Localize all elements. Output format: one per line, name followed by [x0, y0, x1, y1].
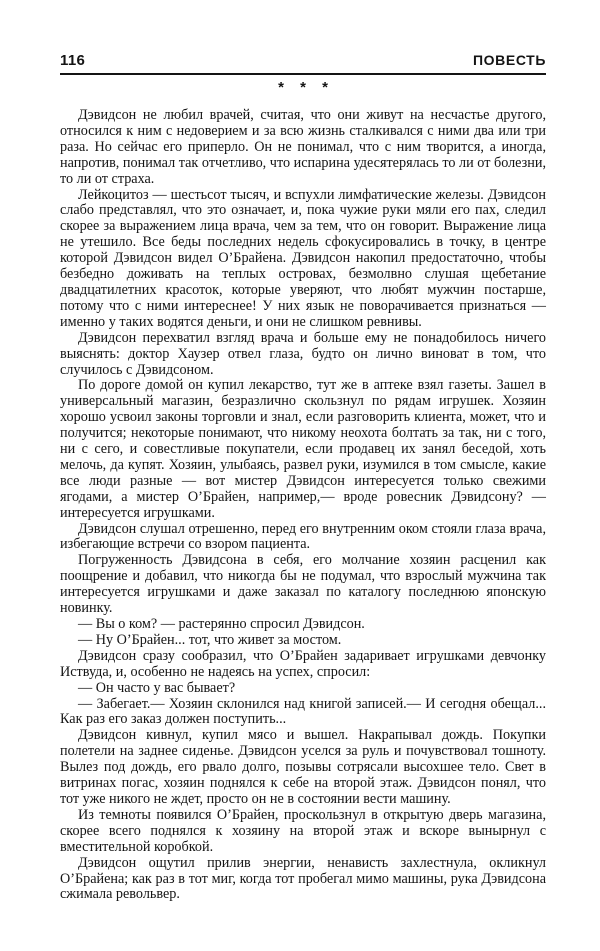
book-page [60, 52, 546, 903]
paragraph: — Ну О’Брайен... тот, что живет за мостом. [78, 631, 342, 648]
header-rule [60, 73, 546, 75]
paragraph: — Он часто у вас бывает? [78, 679, 236, 696]
body-text [60, 108, 546, 903]
page-header [60, 52, 546, 70]
section-separator: * * * [278, 79, 328, 96]
paragraph: Дэвидсон ощутил прилив энергии, ненависть захлестнула, окликнул О’Брайена; как раз в тот миг, когда тот пробегал мимо машины, рука Дэвидсона сжимала револьвер. [60, 854, 546, 903]
paragraph: Лейкоцитоз — шестьсот тысяч, и вспухли лимфатические железы. Дэвидсон слабо представлял, что это означает, и, пока чужие руки мяли его пах, следил скорее за выражением лица врача, чем за тем, что он говорит. Выражение лица не утешило. Все беды последних недель сфокусировались в точку, в центре которой Дэвидсон видел О’Брайена. Дэвидсон накопил предостаточно, чтобы безбедно доживать на теплых островах, безмолвно слушая щебетание двадцатилетних красоток, которые уверяют, что любят мужчин постарше, потому что с ними интереснее! У них язык не поворачивается признаться — именно у таких водятся деньги, и они не слишком ревнивы. [60, 186, 546, 330]
running-head: ПОВЕСТЬ [473, 52, 546, 68]
paragraph: Дэвидсон перехватил взгляд врача и больше ему не понадобилось ничего выяснять: доктор Хаузер отвел глаза, будто он лично виноват в том, что случилось с Дэвидсоном. [60, 329, 546, 378]
paragraph: Дэвидсон сразу сообразил, что О’Брайен задаривает игрушками девчонку Иствуда, и, особенно не надеясь на успех, спросил: [60, 647, 546, 680]
paragraph: Дэвидсон кивнул, купил мясо и вышел. Накрапывал дождь. Покупки полетели на заднее сиденье. Дэвидсон уселся за руль и почувствовал тошноту. Вылез под дождь, его рвало долго, позывы сотрясали высохшее тело. Свет в витринах погас, хозяин поднялся к себе на второй этаж. Дэвидсон понял, что тот уже никого не ждет, просто он не в состоянии вести машину. [60, 727, 546, 807]
paragraph: — Забегает.— Хозяин склонился над книгой записей.— И сегодня обещал... Как раз его заказ должен поступить... [60, 695, 546, 728]
paragraph: Дэвидсон слушал отрешенно, перед его внутренним оком стояли глаза врача, избегающие встречи со взором пациента. [60, 520, 546, 553]
paragraph: По дороге домой он купил лекарство, тут же в аптеке взял газеты. Зашел в универсальный магазин, безразлично скользнул по рядам игрушек. Хозяин хорошо усвоил законы торговли и знал, если разговорить клиента, может, что и получится; некоторые понимают, что никому неохота болтать за так, ни с того, ни с сего, и совестливые покупатели, если продавец их занял беседой, хоть мелочь, да купят. Хозяин, улыбаясь, развел руки, изумился в том смысле, какие все люди разные — вот мистер Дэвидсон интересуется только свежими ягодами, а мистер О’Брайен, например,— вроде ровесник Дэвидсону? — интересуется игрушками. [60, 377, 546, 521]
paragraph: — Вы о ком? — растерянно спросил Дэвидсон. [78, 616, 365, 632]
paragraph: Погруженность Дэвидсона в себя, его молчание хозяин расценил как поощрение и добавил, что никогда бы не подумал, что взрослый мужчина так интересуется игрушками и даже заказал по каталогу последнюю японскую новинку. [60, 552, 546, 617]
page-number: 116 [60, 52, 86, 69]
paragraph: Из темноты появился О’Брайен, проскользнул в открытую дверь магазина, скорее всего поднялся к хозяину на второй этаж и вскоре вынырнул с вместительной коробкой. [60, 806, 546, 855]
paragraph: Дэвидсон не любил врачей, считая, что они живут на несчастье другого, относился к ним с недоверием и за всю жизнь сталкивался с ними два или три раза. Но сейчас его приперло. Он не понимал, что с ним творится, а иногда, напротив, понимал так отчетливо, что испарина удесятерялась то ли от болезни, то ли от страха. [60, 107, 546, 187]
